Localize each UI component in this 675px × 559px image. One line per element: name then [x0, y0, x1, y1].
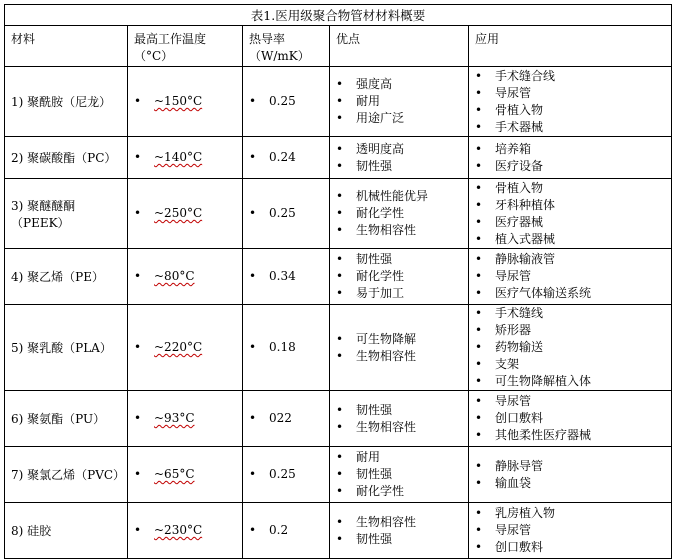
- pro-item: • 韧性强: [330, 251, 468, 268]
- header-thermal: 热导率（W/mK）: [243, 26, 330, 67]
- thermal-cell: [243, 503, 330, 559]
- thermal-cell: [243, 447, 330, 503]
- application-item: • 手术缝合线: [469, 68, 671, 85]
- application-item: • 创口敷料: [469, 539, 671, 556]
- max-temp: [128, 149, 242, 166]
- thermal-conductivity: • 0.34: [243, 268, 329, 285]
- application-item: • 医疗器械: [469, 214, 671, 231]
- material-name: 5) 聚乳酸（PLA）: [5, 305, 128, 391]
- material-name: 1) 聚酰胺（尼龙）: [5, 67, 128, 137]
- pro-item: • 机械性能优异: [330, 188, 468, 205]
- max-temp: [128, 93, 242, 110]
- thermal-cell: [243, 305, 330, 391]
- max-temp: [128, 410, 242, 427]
- pro-item: • 耐化学性: [330, 483, 468, 500]
- apps-cell: [469, 249, 672, 305]
- max-temp-cell: [128, 179, 243, 249]
- pro-item: • 生物相容性: [330, 222, 468, 239]
- application-item: • 支架: [469, 356, 671, 373]
- material-name: 6) 聚氨酯（PU）: [5, 391, 128, 447]
- apps-cell: [469, 179, 672, 249]
- application-item: • 导尿管: [469, 393, 671, 410]
- pro-item: • 韧性强: [330, 531, 468, 548]
- max-temp: [128, 205, 242, 222]
- table-row: [5, 391, 672, 447]
- application-item: • 医疗设备: [469, 158, 671, 175]
- materials-table: [4, 4, 672, 559]
- pro-item: • 易于加工: [330, 285, 468, 302]
- table-row: [5, 503, 672, 559]
- pro-item: • 耐用: [330, 93, 468, 110]
- thermal-conductivity: • 0.18: [243, 339, 329, 356]
- pro-item: • 生物相容性: [330, 348, 468, 365]
- table-row: [5, 137, 672, 179]
- pros-cell: [330, 447, 469, 503]
- pro-item: • 耐化学性: [330, 268, 468, 285]
- pro-item: • 耐用: [330, 449, 468, 466]
- header-apps: 应用: [469, 26, 672, 67]
- max-temp-value: ~150°C: [154, 94, 203, 108]
- pros-cell: [330, 391, 469, 447]
- max-temp-cell: [128, 137, 243, 179]
- pro-item: • 耐化学性: [330, 205, 468, 222]
- table-row: [5, 447, 672, 503]
- application-item: • 牙科种植体: [469, 197, 671, 214]
- application-item: • 医疗气体输送系统: [469, 285, 671, 302]
- max-temp-cell: [128, 503, 243, 559]
- application-item: • 导尿管: [469, 268, 671, 285]
- apps-cell: [469, 305, 672, 391]
- application-item: • 静脉导管: [469, 458, 671, 475]
- application-item: • 骨植入物: [469, 180, 671, 197]
- apps-cell: [469, 503, 672, 559]
- material-name: 8) 硅胶: [5, 503, 128, 559]
- max-temp: [128, 522, 242, 539]
- thermal-cell: [243, 391, 330, 447]
- application-item: • 其他柔性医疗器械: [469, 427, 671, 444]
- max-temp-cell: [128, 305, 243, 391]
- max-temp-cell: [128, 391, 243, 447]
- pros-cell: [330, 179, 469, 249]
- apps-cell: [469, 391, 672, 447]
- application-item: • 可生物降解植入体: [469, 373, 671, 390]
- pros-cell: [330, 249, 469, 305]
- header-pros: 优点: [330, 26, 469, 67]
- max-temp-value: ~140°C: [154, 150, 203, 164]
- pro-item: • 韧性强: [330, 402, 468, 419]
- apps-cell: [469, 137, 672, 179]
- application-item: • 导尿管: [469, 522, 671, 539]
- header-material: 材料: [5, 26, 128, 67]
- max-temp-value: ~65°C: [154, 467, 195, 481]
- thermal-conductivity: • 022: [243, 410, 329, 427]
- max-temp-value: ~80°C: [154, 269, 195, 283]
- max-temp-cell: [128, 447, 243, 503]
- application-item: • 手术缝线: [469, 305, 671, 322]
- application-item: • 手术器械: [469, 119, 671, 136]
- pros-cell: [330, 503, 469, 559]
- pros-cell: [330, 137, 469, 179]
- thermal-cell: [243, 249, 330, 305]
- apps-cell: [469, 67, 672, 137]
- thermal-cell: [243, 179, 330, 249]
- pro-item: • 生物相容性: [330, 419, 468, 436]
- thermal-cell: [243, 67, 330, 137]
- max-temp-cell: [128, 249, 243, 305]
- max-temp-value: ~93°C: [154, 411, 195, 425]
- application-item: • 静脉输液管: [469, 251, 671, 268]
- max-temp: [128, 339, 242, 356]
- pro-item: • 生物相容性: [330, 514, 468, 531]
- pro-item: • 韧性强: [330, 466, 468, 483]
- header-temp: 最高工作温度（°C）: [128, 26, 243, 67]
- header-row: [5, 26, 672, 67]
- pros-cell: [330, 305, 469, 391]
- material-name: 2) 聚碳酸酯（PC）: [5, 137, 128, 179]
- pros-cell: [330, 67, 469, 137]
- thermal-conductivity: • 0.25: [243, 205, 329, 222]
- application-item: • 输血袋: [469, 475, 671, 492]
- pro-item: • 可生物降解: [330, 331, 468, 348]
- pro-item: • 韧性强: [330, 158, 468, 175]
- pro-item: • 用途广泛: [330, 110, 468, 127]
- apps-cell: [469, 447, 672, 503]
- max-temp-value: ~230°C: [154, 523, 203, 537]
- application-item: • 骨植入物: [469, 102, 671, 119]
- pro-item: • 透明度高: [330, 141, 468, 158]
- material-name: 7) 聚氯乙烯（PVC）: [5, 447, 128, 503]
- thermal-conductivity: • 0.24: [243, 149, 329, 166]
- table-row: [5, 67, 672, 137]
- pro-item: • 强度高: [330, 76, 468, 93]
- max-temp-value: ~220°C: [154, 340, 203, 354]
- max-temp-cell: [128, 67, 243, 137]
- application-item: • 矫形器: [469, 322, 671, 339]
- application-item: • 培养箱: [469, 141, 671, 158]
- thermal-conductivity: • 0.25: [243, 466, 329, 483]
- max-temp: [128, 466, 242, 483]
- max-temp-value: ~250°C: [154, 206, 203, 220]
- thermal-conductivity: • 0.25: [243, 93, 329, 110]
- thermal-conductivity: • 0.2: [243, 522, 329, 539]
- material-name: 4) 聚乙烯（PE）: [5, 249, 128, 305]
- application-item: • 创口敷料: [469, 410, 671, 427]
- application-item: • 植入式器械: [469, 231, 671, 248]
- application-item: • 乳房植入物: [469, 505, 671, 522]
- max-temp: [128, 268, 242, 285]
- application-item: • 导尿管: [469, 85, 671, 102]
- application-item: • 药物输送: [469, 339, 671, 356]
- table-row: [5, 179, 672, 249]
- material-name: 3) 聚醚醚酮（PEEK）: [5, 179, 128, 249]
- table-title: 表1.医用级聚合物管材材料概要: [5, 5, 672, 26]
- thermal-cell: [243, 137, 330, 179]
- table-row: [5, 249, 672, 305]
- table-row: [5, 305, 672, 391]
